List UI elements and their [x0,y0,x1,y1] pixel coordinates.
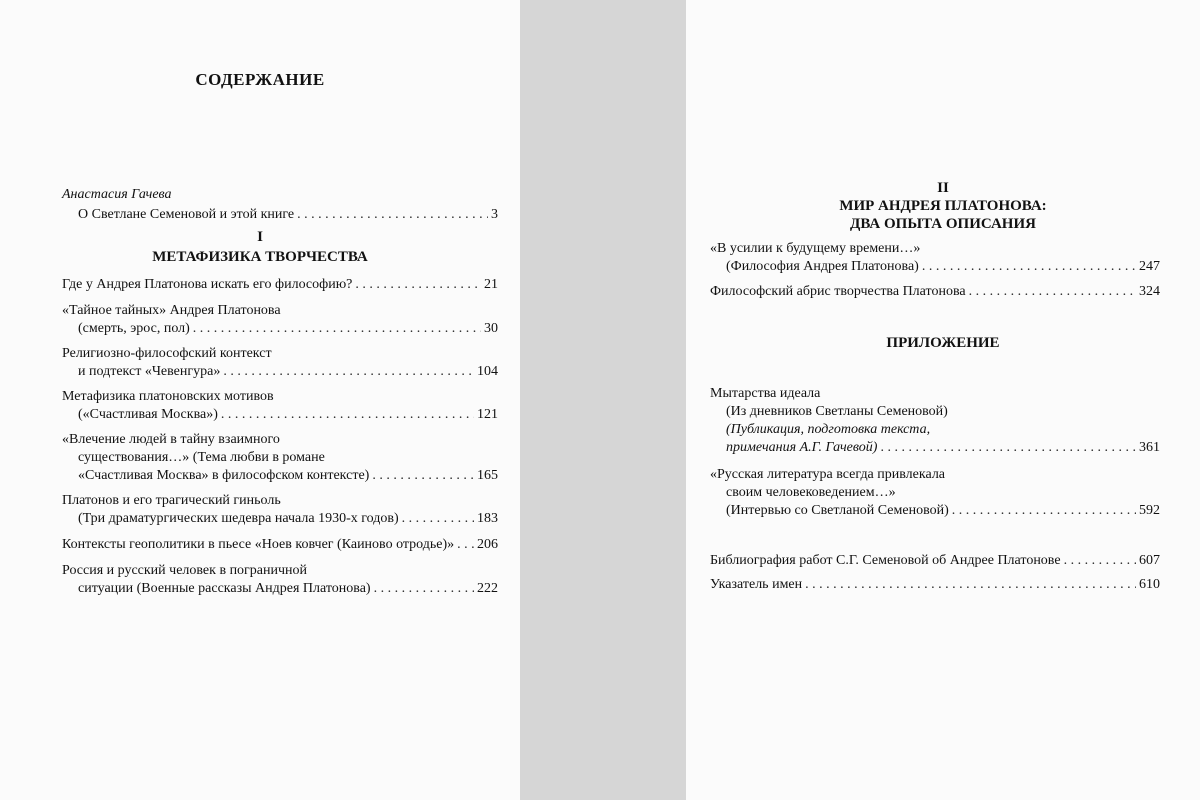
toc-entry-intro[interactable] [62,206,498,224]
toc-entry[interactable] [710,385,1160,457]
contents-title: СОДЕРЖАНИЕ [195,70,325,89]
right-page [686,0,1200,800]
page-number: 21 [484,277,498,292]
leader-dots [223,363,474,381]
leader-dots [355,276,481,294]
page-number: 222 [477,581,498,596]
entry-text: Указатель имен [710,577,803,592]
section-title-line: МИР АНДРЕЯ ПЛАТОНОВА: [839,198,1047,214]
leader-dots [297,206,488,224]
entry-text: ситуации (Военные рассказы Андрея Платонова) [78,581,371,596]
entry-text: «Влечение людей в тайну взаимного [62,432,280,447]
page-number: 610 [1139,577,1160,592]
page-number: 607 [1139,553,1160,568]
entry-text: Религиозно-философский контекст [62,346,272,361]
section-numeral: I [257,229,263,245]
leader-dots [922,258,1136,276]
page-number: 183 [477,511,498,526]
entry-text: Россия и русский человек в пограничной [62,563,308,578]
entry-text: О Светлане Семеновой и этой книге [78,207,295,222]
toc-entry[interactable] [62,388,498,424]
entry-text: и подтекст «Чевенгура» [78,364,221,379]
entry-text: Платонов и его трагический гиньоль [62,493,281,508]
leader-dots [457,536,474,554]
toc-entry[interactable] [710,466,1160,520]
leader-dots [880,439,1136,457]
toc-entry[interactable] [62,562,498,598]
entry-text: существования…» (Тема любви в романе [78,450,325,465]
section-title [686,197,1200,233]
leader-dots [805,576,1136,594]
page-number: 361 [1139,440,1160,455]
page-number: 104 [477,364,498,379]
page-number: 165 [477,468,498,483]
entry-text: «В усилии к будущему времени…» [710,241,921,256]
entry-text: «Русская литература всегда привлекала [710,467,946,482]
entry-text: своим человековедением…» [726,485,896,500]
leader-dots [952,502,1136,520]
leader-dots [402,510,474,528]
entry-text: Контексты геополитики в пьесе «Ноев ковчег (Каиново отродье)» [62,537,455,552]
leader-dots [193,320,481,338]
entry-text: (Из дневников Светланы Семеновой) [726,404,948,419]
leader-dots [372,467,474,485]
leader-dots [374,580,474,598]
appendix-title: ПРИЛОЖЕНИЕ [886,335,1000,351]
entry-text: (Три драматургических шедевра начала 1930-х годов) [78,511,399,526]
entry-text: Библиография работ С.Г. Семеновой об Андрее Платонове [710,553,1061,568]
page-number: 3 [491,207,498,222]
page-gutter [520,0,686,800]
page-number: 121 [477,407,498,422]
toc-entry[interactable] [62,345,498,381]
entry-text: (Публикация, подготовка текста, [726,422,931,437]
page-number: 592 [1139,503,1160,518]
section-numeral: II [937,180,949,196]
page-number: 247 [1139,259,1160,274]
toc-entry[interactable] [62,302,498,338]
toc-entry[interactable] [62,276,498,294]
entry-text: примечания А.Г. Гачевой) [726,440,878,455]
toc-entry[interactable] [710,283,1160,301]
author-name: Анастасия Гачева [62,187,172,202]
entry-text: (смерть, эрос, пол) [78,321,190,336]
leader-dots [221,406,474,424]
section-title-line: ДВА ОПЫТА ОПИСАНИЯ [850,216,1036,232]
entry-text: Где у Андрея Платонова искать его философию? [62,277,353,292]
leader-dots [969,283,1136,301]
toc-entry[interactable] [62,431,498,485]
entry-text: («Счастливая Москва») [78,407,218,422]
leader-dots [1064,552,1136,570]
entry-text: «Счастливая Москва» в философском контексте) [78,468,370,483]
page-number: 324 [1139,284,1160,299]
entry-text: Мытарства идеала [710,386,821,401]
toc-entry[interactable] [62,492,498,528]
entry-text: «Тайное тайных» Андрея Платонова [62,303,281,318]
toc-entry[interactable] [62,536,498,554]
toc-entry[interactable] [710,240,1160,276]
entry-text: Метафизика платоновских мотивов [62,389,274,404]
page-number: 30 [484,321,498,336]
entry-text: (Философия Андрея Платонова) [726,259,919,274]
toc-entry-bibliography[interactable] [710,552,1160,570]
toc-entry-index[interactable] [710,576,1160,594]
page-number: 206 [477,537,498,552]
entry-text: (Интервью со Светланой Семеновой) [726,503,949,518]
left-page [0,0,520,800]
entry-text: Философский абрис творчества Платонова [710,284,966,299]
section-title: МЕТАФИЗИКА ТВОРЧЕСТВА [152,249,368,265]
